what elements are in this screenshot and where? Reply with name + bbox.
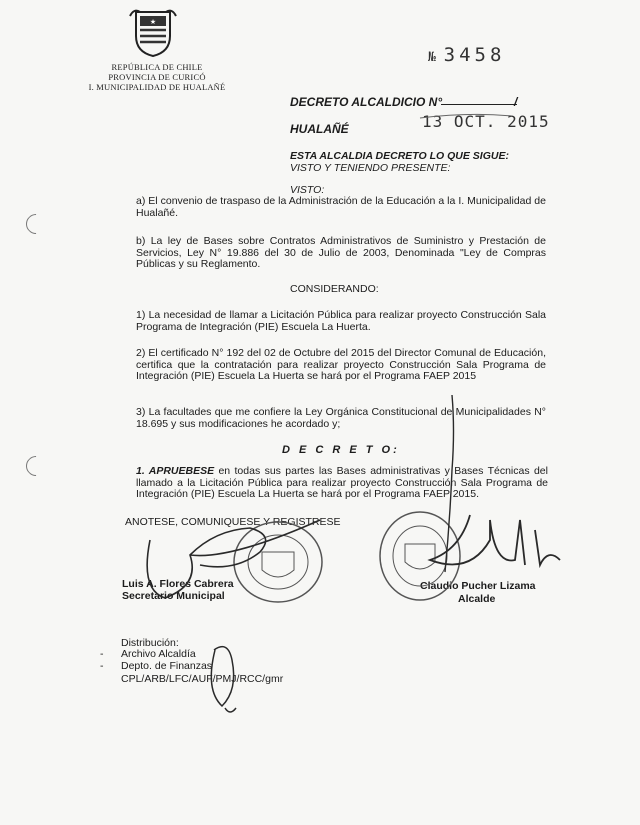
secretary-role: Secretario Municipal xyxy=(122,590,225,602)
decree-intro: ESTA ALCALDIA DECRETO LO QUE SIGUE: xyxy=(290,150,509,162)
visto-paragraph-a: a) El convenio de traspaso de la Administración de la Educación a la I. Municipalidad de Hualañé. xyxy=(136,195,546,219)
considerando-paragraph-3: 3) La facultades que me confiere la Ley Orgánica Constitucional de Municipalidades N° 18.695 y sus modificaciones he acordado y; xyxy=(136,406,546,430)
decree-place: HUALAÑÉ xyxy=(290,122,349,136)
coat-of-arms-seal xyxy=(128,6,178,58)
considerando-heading: CONSIDERANDO: xyxy=(290,283,379,295)
considerando-paragraph-2: 2) El certificado N° 192 del 02 de Octubre del 2015 del Director Comunal de Educación, certifica que la contratación para realizar proyecto Construcción Sala Programa de Integración (PIE) Escuela La Huerta se hará por el Programa FAEP 2015 xyxy=(136,347,546,382)
resolution-text: en todas sus partes las Bases administrativas y Bases Técnicas del llamado a la Licitación Pública para realizar proyecto Construcción Sala Programa de Integración (PIE) Escuela La Huerta se hará por el Programa FAEP 2015. xyxy=(136,465,548,500)
mayor-signature xyxy=(430,515,560,565)
date-stamp: 13 OCT. 2015 xyxy=(422,112,550,131)
secretary-name: Luis A. Flores Cabrera xyxy=(122,578,234,590)
decree-title: DECRETO ALCALDICIO N° xyxy=(290,95,443,109)
punch-hole-mark xyxy=(22,452,50,480)
distribution-item: - Archivo Alcaldía xyxy=(100,648,212,660)
considerando-paragraph-1: 1) La necesidad de llamar a Licitación Pública para realizar proyecto Construcción Sala Programa de Integración (PIE) Escuela La Huerta. xyxy=(136,309,546,333)
punch-hole-mark xyxy=(22,210,50,238)
decreto-heading: D E C R E T O: xyxy=(282,444,400,456)
mayor-role: Alcalde xyxy=(458,593,496,605)
decree-number-stamp: № 3458 xyxy=(428,44,506,66)
resolution-paragraph xyxy=(136,466,548,501)
visto-teniendo-presente: VISTO Y TENIENDO PRESENTE: xyxy=(290,162,451,174)
closing-formula: ANOTESE, COMUNIQUESE Y REGISTRESE xyxy=(125,516,341,528)
secretary-round-stamp xyxy=(234,522,322,602)
resolution-verb: 1. APRUEBESE xyxy=(136,465,215,477)
header-province: PROVINCIA DE CURICÓ xyxy=(108,72,206,82)
decree-slash: / xyxy=(514,95,518,109)
visto-paragraph-b: b) La ley de Bases sobre Contratos Administrativos de Suministro y Prestación de Servicios, Ley N° 19.886 del 30 de Julio de 2003, Denominada "Ley de Compras Públicas y su Reglamento. xyxy=(136,235,546,270)
header-municipality: I. MUNICIPALIDAD DE HUALAÑÉ xyxy=(88,82,226,92)
mayor-name: Claudio Pucher Lizama xyxy=(420,580,536,592)
distribution-title: Distribución: xyxy=(121,637,179,649)
municipality-header xyxy=(82,62,232,92)
distribution-reference: CPL/ARB/LFC/AUF/PMJ/RCC/gmr xyxy=(121,673,284,685)
distribution-list xyxy=(100,648,212,672)
visto-heading: VISTO: xyxy=(290,184,325,196)
svg-text:★: ★ xyxy=(149,19,157,26)
decree-number-line xyxy=(441,104,517,105)
header-country: REPÚBLICA DE CHILE xyxy=(111,62,203,72)
distribution-item: - Depto. de Finanzas xyxy=(100,660,212,672)
